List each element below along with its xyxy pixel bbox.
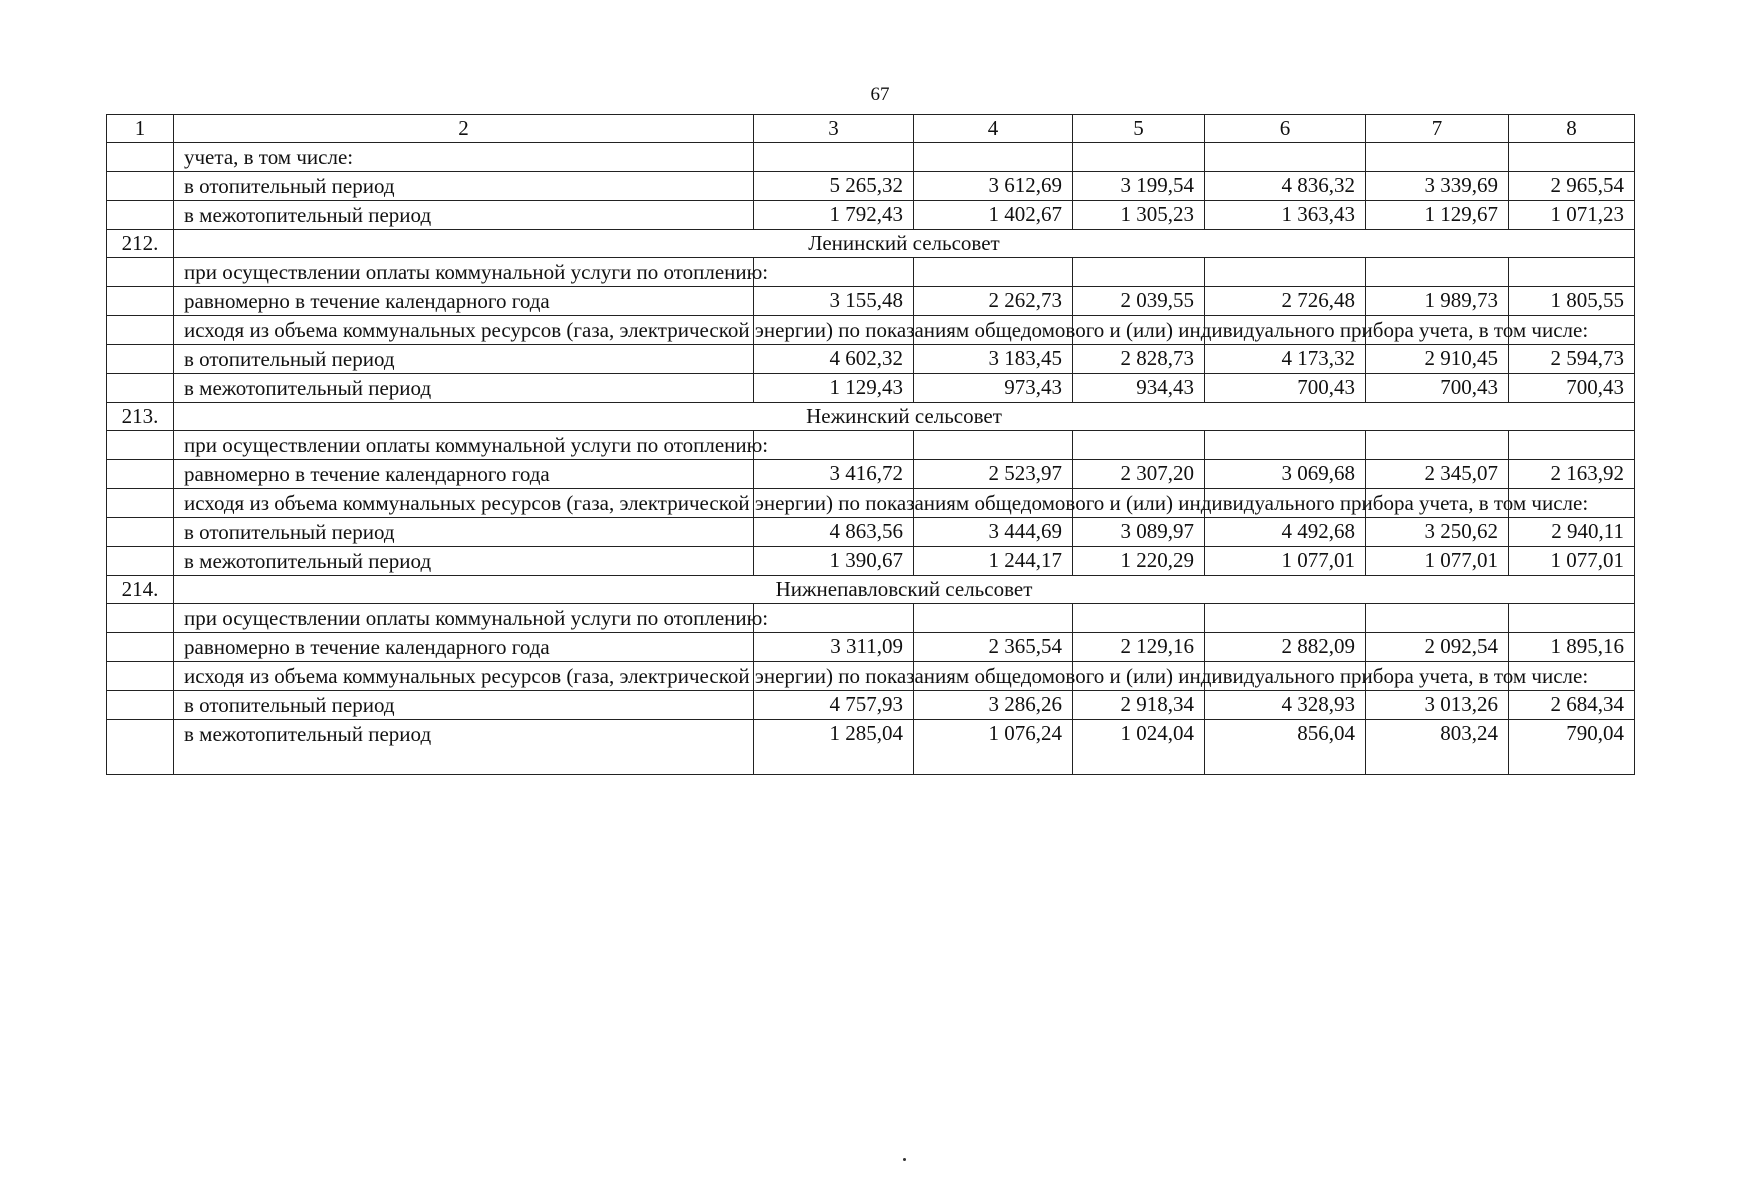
row-index-cell [107, 489, 174, 518]
value-cell [1073, 143, 1205, 172]
value-cell: 1 402,67 [914, 201, 1073, 230]
value-cell [1205, 258, 1366, 287]
non-heating-row [107, 374, 1635, 403]
value-cell: 2 345,07 [1366, 460, 1509, 489]
row-label: в отопительный период [174, 345, 754, 374]
uniform-row [107, 633, 1635, 662]
row-index-cell [107, 720, 174, 775]
value-cell: 803,24 [1366, 720, 1509, 775]
section-header-row [107, 230, 1635, 258]
value-cell: 1 305,23 [1073, 201, 1205, 230]
row-label: равномерно в течение календарного года [174, 460, 754, 489]
row-index-cell [107, 604, 174, 633]
value-cell: 1 071,23 [1509, 201, 1635, 230]
value-cell: 1 077,01 [1366, 547, 1509, 576]
header-cell: 3 [754, 115, 914, 143]
value-cell [914, 431, 1073, 460]
row-index-cell [107, 374, 174, 403]
value-cell [1366, 258, 1509, 287]
metered-row [107, 316, 1635, 345]
value-cell: 2 882,09 [1205, 633, 1366, 662]
value-cell: 2 918,34 [1073, 691, 1205, 720]
value-cell: 790,04 [1509, 720, 1635, 775]
section-header-row [107, 403, 1635, 431]
value-cell: 2 940,11 [1509, 518, 1635, 547]
value-cell [754, 431, 914, 460]
value-cell: 2 594,73 [1509, 345, 1635, 374]
value-cell: 3 250,62 [1366, 518, 1509, 547]
row-label: в межотопительный период [174, 201, 754, 230]
row-label: равномерно в течение календарного года [174, 287, 754, 316]
row-label: в отопительный период [174, 172, 754, 201]
value-cell: 2 726,48 [1205, 287, 1366, 316]
row-index-cell [107, 172, 174, 201]
value-cell: 2 129,16 [1073, 633, 1205, 662]
value-cell [1509, 604, 1635, 633]
value-cell [914, 258, 1073, 287]
value-cell: 4 757,93 [754, 691, 914, 720]
row-label: исходя из объема коммунальных ресурсов (газа, электрической энергии) по показаниям общедомового и (или) индивидуального прибора учета, в том числе: [174, 316, 754, 345]
value-cell: 2 910,45 [1366, 345, 1509, 374]
value-cell: 1 024,04 [1073, 720, 1205, 775]
section-index: 214. [107, 576, 174, 604]
value-cell: 4 836,32 [1205, 172, 1366, 201]
value-cell: 700,43 [1205, 374, 1366, 403]
header-cell: 6 [1205, 115, 1366, 143]
value-cell: 1 220,29 [1073, 547, 1205, 576]
section-name: Ленинский сельсовет [174, 230, 1635, 258]
header-cell: 4 [914, 115, 1073, 143]
row-index-cell [107, 345, 174, 374]
header-cell: 1 [107, 115, 174, 143]
value-cell: 3 444,69 [914, 518, 1073, 547]
row-label: в межотопительный период [174, 547, 754, 576]
uniform-row [107, 287, 1635, 316]
value-cell: 1 989,73 [1366, 287, 1509, 316]
value-cell: 1 077,01 [1509, 547, 1635, 576]
value-cell: 1 285,04 [754, 720, 914, 775]
value-cell: 2 523,97 [914, 460, 1073, 489]
value-cell: 4 492,68 [1205, 518, 1366, 547]
row-label: при осуществлении оплаты коммунальной услуги по отоплению: [174, 604, 754, 633]
value-cell: 1 792,43 [754, 201, 914, 230]
value-cell: 3 339,69 [1366, 172, 1509, 201]
value-cell: 2 684,34 [1509, 691, 1635, 720]
section-name: Нежинский сельсовет [174, 403, 1635, 431]
value-cell [1205, 143, 1366, 172]
non-heating-row [107, 201, 1635, 230]
value-cell: 2 092,54 [1366, 633, 1509, 662]
value-cell: 1 805,55 [1509, 287, 1635, 316]
row-index-cell [107, 258, 174, 287]
row-index-cell [107, 143, 174, 172]
heating-row [107, 691, 1635, 720]
row-label: при осуществлении оплаты коммунальной услуги по отоплению: [174, 431, 754, 460]
section-header-row [107, 576, 1635, 604]
value-cell: 700,43 [1366, 374, 1509, 403]
value-cell: 5 265,32 [754, 172, 914, 201]
value-cell [914, 143, 1073, 172]
value-cell [1073, 604, 1205, 633]
value-cell: 3 089,97 [1073, 518, 1205, 547]
row-label: в межотопительный период [174, 720, 754, 775]
value-cell: 934,43 [1073, 374, 1205, 403]
row-index-cell [107, 287, 174, 316]
value-cell: 3 199,54 [1073, 172, 1205, 201]
row-index-cell [107, 316, 174, 345]
value-cell: 2 039,55 [1073, 287, 1205, 316]
metered-tail-row [107, 143, 1635, 172]
value-cell: 1 129,67 [1366, 201, 1509, 230]
metered-row [107, 489, 1635, 518]
row-index-cell [107, 431, 174, 460]
header-cell: 2 [174, 115, 754, 143]
value-cell [1509, 143, 1635, 172]
value-cell: 973,43 [914, 374, 1073, 403]
row-index-cell [107, 201, 174, 230]
value-cell: 4 602,32 [754, 345, 914, 374]
payment-intro-row [107, 604, 1635, 633]
value-cell: 1 076,24 [914, 720, 1073, 775]
section-index: 213. [107, 403, 174, 431]
header-cell: 8 [1509, 115, 1635, 143]
row-label: исходя из объема коммунальных ресурсов (газа, электрической энергии) по показаниям общедомового и (или) индивидуального прибора учета, в том числе: [174, 489, 754, 518]
value-cell [754, 604, 914, 633]
value-cell: 3 286,26 [914, 691, 1073, 720]
heating-row [107, 518, 1635, 547]
row-label: при осуществлении оплаты коммунальной услуги по отоплению: [174, 258, 754, 287]
value-cell: 2 828,73 [1073, 345, 1205, 374]
value-cell [1073, 258, 1205, 287]
value-cell: 1 077,01 [1205, 547, 1366, 576]
value-cell: 3 155,48 [754, 287, 914, 316]
value-cell: 3 612,69 [914, 172, 1073, 201]
scan-speck [903, 1158, 906, 1161]
heating-row [107, 172, 1635, 201]
header-cell: 7 [1366, 115, 1509, 143]
value-cell: 4 173,32 [1205, 345, 1366, 374]
value-cell [754, 143, 914, 172]
value-cell: 3 311,09 [754, 633, 914, 662]
value-cell [1205, 604, 1366, 633]
value-cell: 2 262,73 [914, 287, 1073, 316]
value-cell: 3 013,26 [1366, 691, 1509, 720]
non-heating-row [107, 547, 1635, 576]
section-name: Нижнепавловский сельсовет [174, 576, 1635, 604]
value-cell [1366, 431, 1509, 460]
row-label: учета, в том числе: [174, 143, 754, 172]
value-cell [1509, 431, 1635, 460]
value-cell: 856,04 [1205, 720, 1366, 775]
value-cell: 4 328,93 [1205, 691, 1366, 720]
row-label: в отопительный период [174, 691, 754, 720]
value-cell: 3 416,72 [754, 460, 914, 489]
value-cell [914, 604, 1073, 633]
row-index-cell [107, 662, 174, 691]
value-cell [754, 258, 914, 287]
page-number: 67 [870, 84, 890, 105]
value-cell: 1 390,67 [754, 547, 914, 576]
value-cell: 1 129,43 [754, 374, 914, 403]
section-index: 212. [107, 230, 174, 258]
value-cell [1205, 431, 1366, 460]
value-cell: 1 244,17 [914, 547, 1073, 576]
value-cell [1366, 604, 1509, 633]
header-row [107, 115, 1635, 143]
value-cell [1509, 258, 1635, 287]
value-cell: 3 069,68 [1205, 460, 1366, 489]
payment-intro-row [107, 431, 1635, 460]
row-label: равномерно в течение календарного года [174, 633, 754, 662]
uniform-row [107, 460, 1635, 489]
heating-row [107, 345, 1635, 374]
header-cell: 5 [1073, 115, 1205, 143]
metered-row [107, 662, 1635, 691]
row-label: исходя из объема коммунальных ресурсов (газа, электрической энергии) по показаниям общедомового и (или) индивидуального прибора учета, в том числе: [174, 662, 754, 691]
row-index-cell [107, 460, 174, 489]
value-cell: 3 183,45 [914, 345, 1073, 374]
value-cell [1073, 431, 1205, 460]
value-cell: 1 363,43 [1205, 201, 1366, 230]
row-index-cell [107, 633, 174, 662]
value-cell: 2 365,54 [914, 633, 1073, 662]
value-cell [1366, 143, 1509, 172]
non-heating-row [107, 720, 1635, 775]
value-cell: 700,43 [1509, 374, 1635, 403]
value-cell: 1 895,16 [1509, 633, 1635, 662]
row-index-cell [107, 518, 174, 547]
value-cell: 2 163,92 [1509, 460, 1635, 489]
row-label: в межотопительный период [174, 374, 754, 403]
value-cell: 2 965,54 [1509, 172, 1635, 201]
row-index-cell [107, 547, 174, 576]
row-index-cell [107, 691, 174, 720]
tariff-table [106, 114, 1635, 775]
payment-intro-row [107, 258, 1635, 287]
row-label: в отопительный период [174, 518, 754, 547]
value-cell: 4 863,56 [754, 518, 914, 547]
value-cell: 2 307,20 [1073, 460, 1205, 489]
